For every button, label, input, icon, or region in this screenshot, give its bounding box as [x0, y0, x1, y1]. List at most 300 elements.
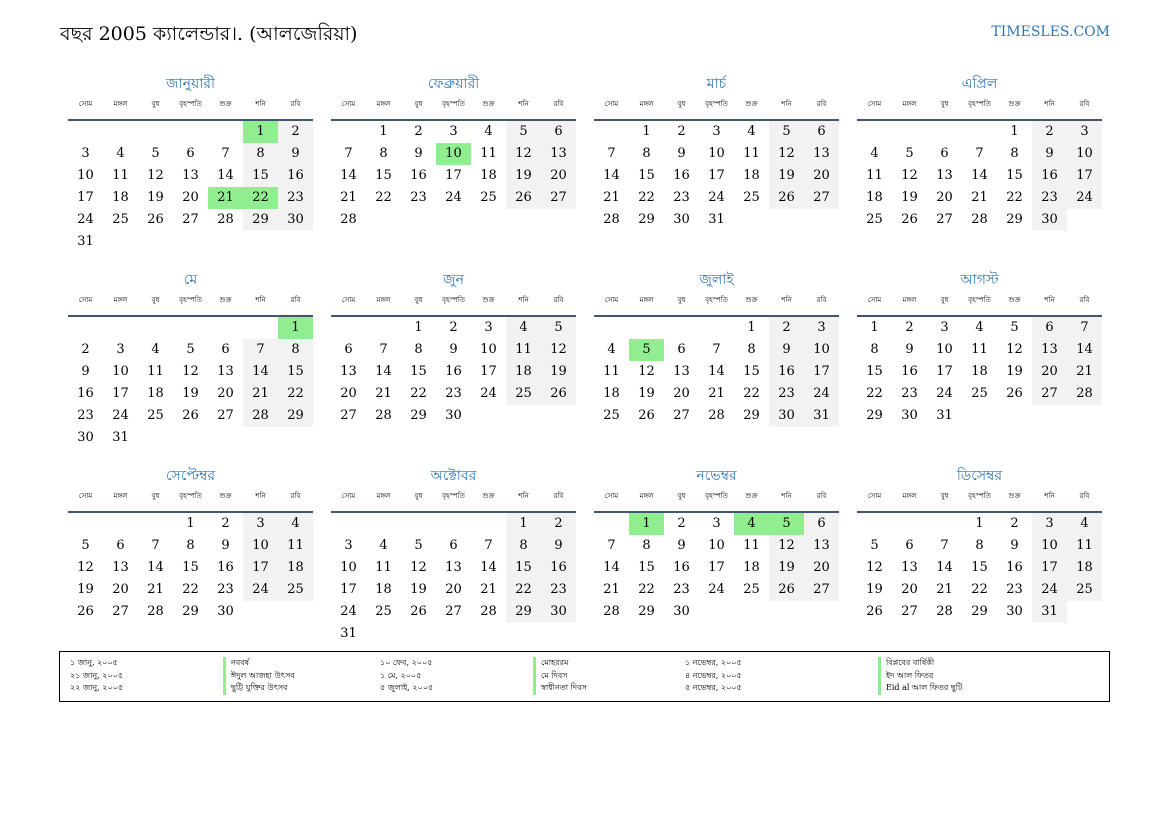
- weekday-label: মঙ্গল: [113, 100, 128, 108]
- day-cell: 7: [151, 538, 160, 553]
- day-cell: 2: [414, 124, 423, 139]
- day-cell: 14: [147, 560, 164, 575]
- weekday-label: রবি: [290, 100, 301, 108]
- day-cell: 3: [116, 342, 125, 357]
- day-cell: 23: [217, 582, 234, 597]
- month-name: আগস্ট: [960, 272, 999, 288]
- day-cell: 27: [217, 408, 234, 423]
- day-cell: 29: [1006, 212, 1023, 227]
- weekday-label: সোম: [78, 100, 93, 108]
- day-cell: 21: [603, 582, 620, 597]
- day-cell: 8: [642, 538, 651, 553]
- holiday-day-cell: 1: [243, 121, 278, 143]
- day-cell: 13: [445, 560, 462, 575]
- day-cell: 20: [182, 190, 199, 205]
- day-cell: 3: [1032, 513, 1067, 535]
- day-cell: 19: [866, 582, 883, 597]
- day-cell: 12: [410, 560, 427, 575]
- day-cell: 12: [638, 364, 655, 379]
- holiday-date: ৫ জুলাই, ২০০৫: [380, 683, 434, 692]
- weekday-label: মঙ্গল: [639, 296, 654, 304]
- day-cell: 23: [541, 579, 576, 601]
- day-cell: 14: [708, 364, 725, 379]
- weekday-header: [331, 94, 576, 121]
- days-grid: [594, 317, 839, 427]
- day-cell: 28: [1067, 383, 1102, 405]
- day-cell: 26: [182, 408, 199, 423]
- day-cell: 16: [278, 165, 313, 187]
- weekday-label: শুক্র: [482, 492, 495, 500]
- day-cell: 20: [1032, 361, 1067, 383]
- day-cell: 13: [217, 364, 234, 379]
- day-cell: 5: [151, 146, 160, 161]
- day-cell: 19: [769, 165, 804, 187]
- day-cell: 11: [866, 168, 883, 183]
- days-grid: [857, 317, 1102, 427]
- day-cell: 12: [506, 143, 541, 165]
- weekday-label: সোম: [867, 100, 882, 108]
- day-cell: 8: [243, 143, 278, 165]
- day-cell: 30: [901, 408, 918, 423]
- day-cell: 24: [480, 386, 497, 401]
- month-calendar: [857, 270, 1102, 447]
- day-cell: 15: [743, 364, 760, 379]
- day-cell: 29: [182, 604, 199, 619]
- day-cell: 22: [1006, 190, 1023, 205]
- day-cell: 15: [638, 560, 655, 575]
- day-cell: 14: [971, 168, 988, 183]
- day-cell: 3: [1067, 121, 1102, 143]
- day-cell: 17: [112, 386, 129, 401]
- day-cell: 11: [743, 146, 760, 161]
- month-calendar: [857, 74, 1102, 251]
- day-cell: 19: [769, 557, 804, 579]
- weekday-label: বুধ: [414, 296, 423, 304]
- day-cell: 17: [1032, 557, 1067, 579]
- day-cell: 16: [77, 386, 94, 401]
- weekday-header: [68, 94, 313, 121]
- day-cell: 13: [804, 535, 839, 557]
- day-cell: 30: [541, 601, 576, 623]
- day-cell: 19: [506, 165, 541, 187]
- weekday-label: সোম: [78, 296, 93, 304]
- day-cell: 1: [747, 320, 756, 335]
- day-cell: 18: [743, 560, 760, 575]
- day-cell: 19: [182, 386, 199, 401]
- month-name: জুলাই: [699, 272, 734, 288]
- day-cell: 21: [1067, 361, 1102, 383]
- day-cell: 8: [379, 146, 388, 161]
- days-grid: [857, 121, 1102, 231]
- day-cell: 31: [77, 234, 94, 249]
- month-calendar: [331, 466, 576, 643]
- month-name: সেপ্টেম্বর: [165, 468, 216, 484]
- day-cell: 6: [940, 146, 949, 161]
- day-cell: 14: [1067, 339, 1102, 361]
- holiday-name: ইদ আল ফিতর: [878, 670, 933, 683]
- day-cell: 16: [410, 168, 427, 183]
- day-cell: 18: [278, 557, 313, 579]
- day-cell: 30: [673, 212, 690, 227]
- day-cell: 29: [243, 209, 278, 231]
- day-cell: 11: [743, 538, 760, 553]
- day-cell: 22: [410, 386, 427, 401]
- weekday-header: [331, 486, 576, 513]
- day-cell: 26: [866, 604, 883, 619]
- weekday-label: শুক্র: [219, 492, 232, 500]
- weekday-label: বৃহস্পতি: [442, 492, 465, 500]
- day-cell: 17: [708, 560, 725, 575]
- day-cell: 28: [603, 212, 620, 227]
- day-cell: 5: [541, 317, 576, 339]
- month-calendar: [68, 270, 313, 447]
- day-cell: 30: [1032, 209, 1067, 231]
- day-cell: 25: [480, 190, 497, 205]
- day-cell: 3: [243, 513, 278, 535]
- day-cell: 4: [484, 124, 493, 139]
- day-cell: 6: [804, 121, 839, 143]
- day-cell: 4: [747, 124, 756, 139]
- month-calendar: [594, 466, 839, 643]
- holiday-name: মোহররম: [533, 657, 568, 670]
- day-cell: 13: [673, 364, 690, 379]
- weekday-label: রবি: [816, 100, 827, 108]
- weekday-label: শুক্র: [745, 492, 758, 500]
- day-cell: 2: [677, 124, 686, 139]
- holiday-day-cell: 4: [734, 513, 769, 535]
- day-cell: 5: [905, 146, 914, 161]
- day-cell: 14: [603, 168, 620, 183]
- day-cell: 28: [217, 212, 234, 227]
- month-name: মার্চ: [706, 76, 727, 92]
- day-cell: 1: [642, 124, 651, 139]
- day-cell: 13: [804, 143, 839, 165]
- weekday-label: মঙ্গল: [376, 100, 391, 108]
- day-cell: 19: [147, 190, 164, 205]
- weekday-label: রবি: [290, 492, 301, 500]
- day-cell: 15: [278, 361, 313, 383]
- weekday-label: রবি: [553, 296, 564, 304]
- day-cell: 5: [870, 538, 879, 553]
- weekday-label: শুক্র: [1008, 296, 1021, 304]
- weekday-header: [331, 290, 576, 317]
- day-cell: 15: [866, 364, 883, 379]
- weekday-label: শনি: [1044, 296, 1055, 304]
- holiday-name: নববর্ষ: [223, 657, 249, 670]
- day-cell: 10: [804, 339, 839, 361]
- day-cell: 20: [804, 165, 839, 187]
- day-cell: 1: [975, 516, 984, 531]
- day-cell: 15: [410, 364, 427, 379]
- day-cell: 7: [607, 146, 616, 161]
- day-cell: 18: [147, 386, 164, 401]
- weekday-label: বুধ: [677, 100, 686, 108]
- day-cell: 21: [603, 190, 620, 205]
- day-cell: 11: [971, 342, 988, 357]
- day-cell: 24: [243, 579, 278, 601]
- day-cell: 15: [1006, 168, 1023, 183]
- day-cell: 22: [278, 383, 313, 405]
- day-cell: 26: [638, 408, 655, 423]
- weekday-label: বুধ: [940, 492, 949, 500]
- day-cell: 20: [112, 582, 129, 597]
- days-grid: [331, 317, 576, 427]
- days-grid: [594, 513, 839, 623]
- days-grid: [68, 121, 313, 253]
- day-cell: 16: [445, 364, 462, 379]
- holiday-date: ২২ জানু, ২০০৫: [70, 683, 124, 692]
- calendar-grid: [68, 74, 1102, 643]
- day-cell: 3: [940, 320, 949, 335]
- day-cell: 30: [445, 408, 462, 423]
- weekday-label: শুক্র: [219, 296, 232, 304]
- day-cell: 19: [541, 361, 576, 383]
- day-cell: 4: [870, 146, 879, 161]
- day-cell: 17: [480, 364, 497, 379]
- day-cell: 12: [147, 168, 164, 183]
- holiday-day-cell: 22: [243, 187, 278, 209]
- day-cell: 13: [936, 168, 953, 183]
- weekday-label: মঙ্গল: [902, 492, 917, 500]
- day-cell: 11: [1067, 535, 1102, 557]
- weekday-label: বুধ: [151, 492, 160, 500]
- day-cell: 31: [112, 430, 129, 445]
- weekday-label: মঙ্গল: [639, 100, 654, 108]
- day-cell: 5: [769, 121, 804, 143]
- day-cell: 10: [708, 538, 725, 553]
- holiday-date: ১ জানু, ২০০৫: [70, 658, 118, 667]
- day-cell: 4: [975, 320, 984, 335]
- day-cell: 5: [414, 538, 423, 553]
- day-cell: 28: [936, 604, 953, 619]
- weekday-label: বৃহস্পতি: [179, 492, 202, 500]
- day-cell: 27: [901, 604, 918, 619]
- day-cell: 24: [112, 408, 129, 423]
- weekday-label: রবি: [1079, 296, 1090, 304]
- day-cell: 24: [77, 212, 94, 227]
- day-cell: 10: [1032, 535, 1067, 557]
- day-cell: 16: [1032, 165, 1067, 187]
- day-cell: 24: [708, 582, 725, 597]
- day-cell: 23: [278, 187, 313, 209]
- day-cell: 11: [603, 364, 620, 379]
- day-cell: 2: [81, 342, 90, 357]
- day-cell: 6: [449, 538, 458, 553]
- weekday-label: বুধ: [677, 296, 686, 304]
- weekday-label: বৃহস্পতি: [705, 296, 728, 304]
- day-cell: 19: [901, 190, 918, 205]
- day-cell: 29: [866, 408, 883, 423]
- holiday-name: ছুট্টি যুক্তির উৎসব: [223, 682, 288, 695]
- weekday-label: বৃহস্পতি: [968, 492, 991, 500]
- day-cell: 13: [112, 560, 129, 575]
- day-cell: 9: [677, 538, 686, 553]
- weekday-label: সোম: [341, 296, 356, 304]
- day-cell: 28: [243, 405, 278, 427]
- weekday-label: সোম: [867, 296, 882, 304]
- weekday-label: বৃহস্পতি: [179, 296, 202, 304]
- day-cell: 12: [769, 143, 804, 165]
- weekday-header: [857, 94, 1102, 121]
- day-cell: 20: [340, 386, 357, 401]
- day-cell: 27: [445, 604, 462, 619]
- weekday-label: শনি: [518, 492, 529, 500]
- day-cell: 3: [449, 124, 458, 139]
- day-cell: 30: [217, 604, 234, 619]
- day-cell: 20: [445, 582, 462, 597]
- month-name: ফেব্রুয়ারী: [427, 76, 480, 92]
- day-cell: 29: [506, 601, 541, 623]
- day-cell: 11: [147, 364, 164, 379]
- day-cell: 16: [1006, 560, 1023, 575]
- day-cell: 1: [379, 124, 388, 139]
- days-grid: [68, 513, 313, 623]
- day-cell: 17: [77, 190, 94, 205]
- day-cell: 8: [642, 146, 651, 161]
- day-cell: 8: [975, 538, 984, 553]
- day-cell: 18: [506, 361, 541, 383]
- day-cell: 17: [708, 168, 725, 183]
- day-cell: 19: [410, 582, 427, 597]
- day-cell: 17: [1067, 165, 1102, 187]
- weekday-label: রবি: [816, 296, 827, 304]
- holiday-date: ১০ ফেব, ২০০৫: [380, 658, 433, 667]
- day-cell: 2: [1032, 121, 1067, 143]
- day-cell: 28: [340, 212, 357, 227]
- month-calendar: [594, 74, 839, 251]
- day-cell: 31: [804, 405, 839, 427]
- holiday-day-cell: 10: [436, 143, 471, 165]
- day-cell: 28: [147, 604, 164, 619]
- day-cell: 26: [901, 212, 918, 227]
- day-cell: 20: [804, 557, 839, 579]
- holiday-day-cell: 21: [208, 187, 243, 209]
- day-cell: 15: [638, 168, 655, 183]
- day-cell: 15: [375, 168, 392, 183]
- day-cell: 25: [506, 383, 541, 405]
- day-cell: 2: [769, 317, 804, 339]
- day-cell: 26: [410, 604, 427, 619]
- day-cell: 2: [905, 320, 914, 335]
- day-cell: 3: [712, 516, 721, 531]
- day-cell: 23: [769, 383, 804, 405]
- day-cell: 6: [1032, 317, 1067, 339]
- day-cell: 11: [480, 146, 497, 161]
- day-cell: 29: [638, 604, 655, 619]
- day-cell: 16: [901, 364, 918, 379]
- day-cell: 4: [1067, 513, 1102, 535]
- weekday-label: শনি: [781, 296, 792, 304]
- day-cell: 10: [936, 342, 953, 357]
- holiday-day-cell: 1: [278, 317, 313, 339]
- day-cell: 29: [278, 405, 313, 427]
- day-cell: 4: [379, 538, 388, 553]
- day-cell: 31: [340, 626, 357, 641]
- day-cell: 9: [769, 339, 804, 361]
- day-cell: 24: [804, 383, 839, 405]
- weekday-label: বৃহস্পতি: [968, 296, 991, 304]
- day-cell: 29: [743, 408, 760, 423]
- day-cell: 6: [186, 146, 195, 161]
- holiday-name: ঈদুল আজহা উৎসব: [223, 670, 295, 683]
- weekday-label: শুক্র: [482, 296, 495, 304]
- day-cell: 25: [866, 212, 883, 227]
- day-cell: 22: [971, 582, 988, 597]
- day-cell: 9: [1010, 538, 1019, 553]
- holiday-name: মে দিবস: [533, 670, 567, 683]
- day-cell: 12: [1006, 342, 1023, 357]
- day-cell: 22: [506, 579, 541, 601]
- day-cell: 27: [1032, 383, 1067, 405]
- weekday-label: শনি: [1044, 492, 1055, 500]
- day-cell: 11: [506, 339, 541, 361]
- day-cell: 25: [375, 604, 392, 619]
- day-cell: 9: [905, 342, 914, 357]
- holiday-day-cell: 1: [629, 513, 664, 535]
- day-cell: 26: [506, 187, 541, 209]
- day-cell: 15: [971, 560, 988, 575]
- day-cell: 28: [375, 408, 392, 423]
- day-cell: 31: [1032, 601, 1067, 623]
- day-cell: 2: [1010, 516, 1019, 531]
- day-cell: 4: [278, 513, 313, 535]
- day-cell: 27: [673, 408, 690, 423]
- weekday-label: বৃহস্পতি: [442, 100, 465, 108]
- day-cell: 4: [116, 146, 125, 161]
- day-cell: 7: [940, 538, 949, 553]
- day-cell: 22: [375, 190, 392, 205]
- day-cell: 17: [804, 361, 839, 383]
- day-cell: 28: [971, 212, 988, 227]
- day-cell: 20: [541, 165, 576, 187]
- month-calendar: [331, 74, 576, 251]
- month-calendar: [68, 466, 313, 643]
- day-cell: 8: [1010, 146, 1019, 161]
- weekday-label: শনি: [518, 296, 529, 304]
- day-cell: 5: [506, 121, 541, 143]
- day-cell: 23: [1006, 582, 1023, 597]
- day-cell: 21: [936, 582, 953, 597]
- day-cell: 27: [936, 212, 953, 227]
- day-cell: 27: [541, 187, 576, 209]
- day-cell: 3: [344, 538, 353, 553]
- weekday-label: রবি: [290, 296, 301, 304]
- site-link[interactable]: TIMESLES.COM: [991, 24, 1110, 40]
- weekday-label: শুক্র: [1008, 492, 1021, 500]
- day-cell: 11: [112, 168, 129, 183]
- day-cell: 23: [445, 386, 462, 401]
- weekday-label: শনি: [255, 296, 266, 304]
- weekday-header: [857, 290, 1102, 317]
- day-cell: 17: [445, 168, 462, 183]
- day-cell: 27: [340, 408, 357, 423]
- day-cell: 2: [541, 513, 576, 535]
- day-cell: 10: [1067, 143, 1102, 165]
- day-cell: 5: [81, 538, 90, 553]
- day-cell: 7: [243, 339, 278, 361]
- holiday-day-cell: 5: [629, 339, 664, 361]
- day-cell: 18: [375, 582, 392, 597]
- day-cell: 4: [607, 342, 616, 357]
- day-cell: 12: [541, 339, 576, 361]
- day-cell: 7: [607, 538, 616, 553]
- weekday-label: বুধ: [940, 100, 949, 108]
- weekday-header: [594, 486, 839, 513]
- day-cell: 26: [769, 579, 804, 601]
- day-cell: 12: [901, 168, 918, 183]
- day-cell: 14: [243, 361, 278, 383]
- day-cell: 7: [484, 538, 493, 553]
